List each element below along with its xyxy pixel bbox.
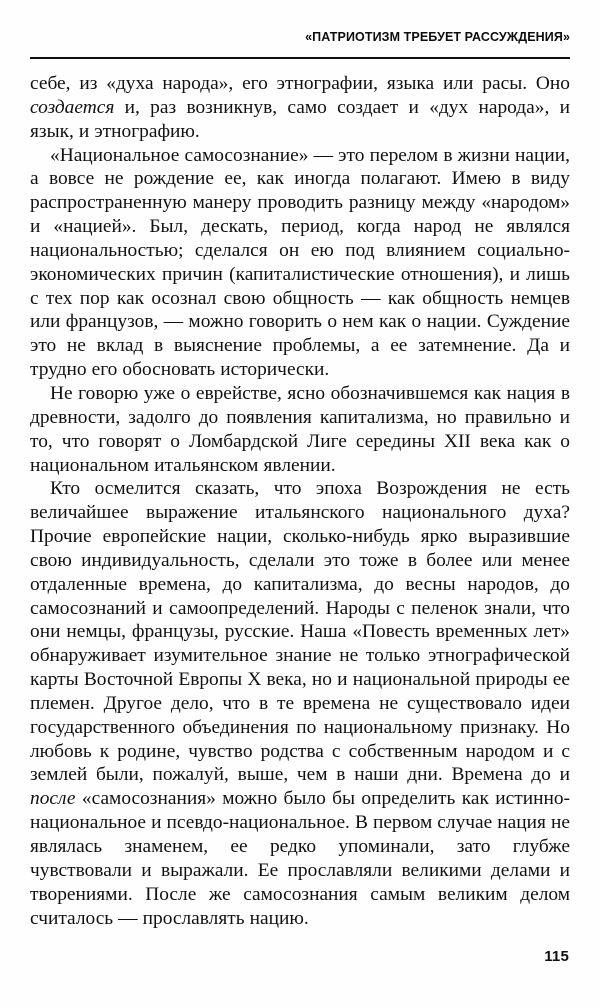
paragraph-text: Не говорю уже о еврействе, ясно обозначившемся как нация в древности, задолго до появления капитализма, но правильно и то, что говорят о Ломбардской Лиге середины XII века как о национальном итальянском явлении. [30,382,570,476]
paragraph-text: Кто осмелится сказать, что эпоха Возрождения не есть величайшее выражение итальянского национального духа? Прочие европейские нации, сколько-нибудь ярко выразившие свою индивидуальность, сделали это тоже в более или менее отдаленные времена, до капитализма, до весны народов, до самосознаний и самоопределений. Народы с пеленок знали, что они немцы, французы, русские. Наша «Повесть временных лет» обнаруживает изумительное знание не только этнографической карты Восточной Европы X века, но и национальной природы ее племен. Другое дело, что в те времена не существовало идеи государственного объединения по национальному признаку. Но любовь к родине, чувство родства с собственным народом и с землей были, пожалуй, выше, чем в наши дни. Времена до и [30,478,570,786]
paragraph-text: «Национальное самосознание» — это перелом в жизни нации, а вовсе не рождение ее, как иногда полагают. Имею в виду распространенную манеру проводить разницу между «народом» и «нацией». Был, дескать, период, когда народ не являлся национальностью; сделался он ею под влиянием социально-экономических причин (капиталистические отношения), и лишь с тех пор как осознал свою общность — как общность немцев или французов, — можно говорить о нем как о нации. Суждение это не вклад в выяснение проблемы, а ее затемнение. Да и трудно его обосновать исторически. [30,144,570,381]
page-number: 115 [544,948,569,965]
running-head-title: «ПАТРИОТИЗМ ТРЕБУЕТ РАССУЖДЕНИЯ» [305,30,570,44]
body-text-block [30,72,570,930]
emphasis-text: после [30,788,76,810]
paragraph-text: себе, из «духа народа», его этнографии, языка или расы. Оно [30,73,570,94]
paragraph-text: «самосознания» можно было бы определить как истинно-национальное и псевдо-национальное. В первом случае нация не являлась знаменем, ее редко упоминали, зато глубже чувствовали и выражали. Ее прославляли великими делами и творениями. После же самосознания самым великим делом считалось — прославлять нацию. [30,788,570,929]
header-rule-divider [30,57,570,59]
page-header [0,0,600,62]
emphasis-text: создается [30,96,115,118]
body-paragraph [30,72,570,144]
paragraph-text: и, раз возникнув, само создает и «дух народа», и язык, и этнографию. [30,96,570,142]
body-paragraph [30,144,570,382]
body-paragraph [30,382,570,477]
body-paragraph [30,477,570,930]
